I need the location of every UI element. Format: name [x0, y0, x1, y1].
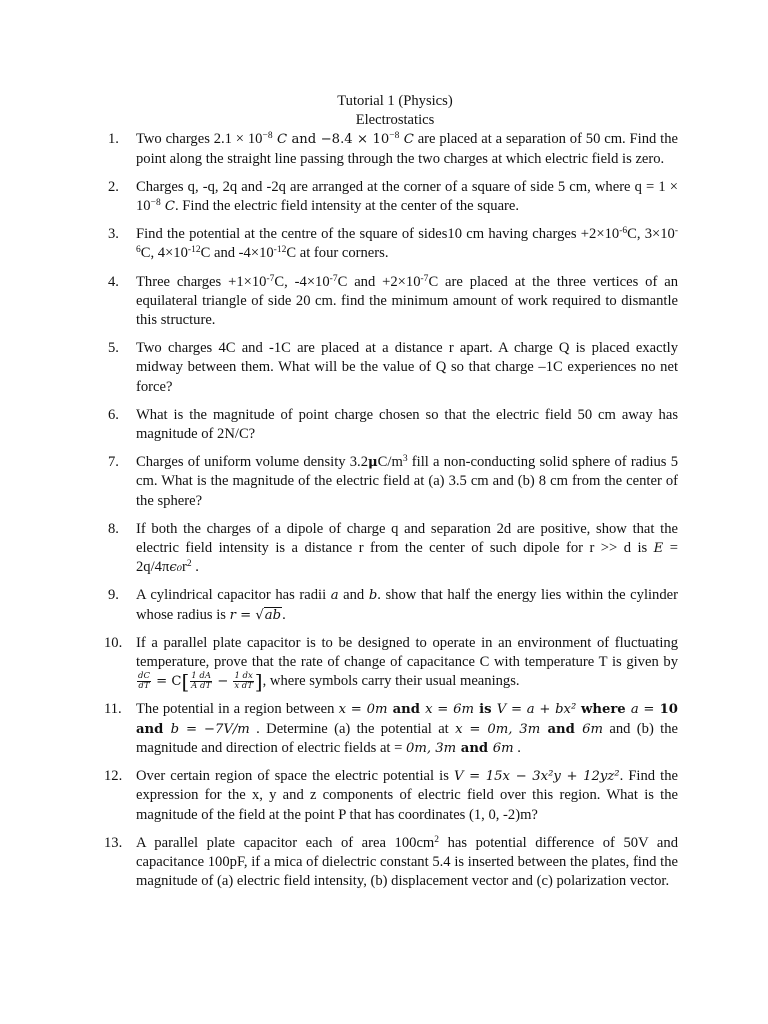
question-text: The potential in a region between x = 0m and x = 6m is V = a + bx² where a = 10 and b = −7V/m . Determine (a) the potential at x = 0m, 3m and 6m and (b) the magnitude and direction of electric fields at = 0m, 3m and 6m . — [136, 701, 678, 756]
question-text: Two charges $2.1 \times 10^{-8}$ C and $-8.4 \times 10^{-8}$ C are placed at a separation of 50 cm. Find the point along the straight line passing through the two charges at which electric field is zero. — [136, 131, 678, 167]
question-text: A parallel plate capacitor each of area $100cm^2$ has potential difference of 50V and capacitance 100pF, if a mica of dielectric constant 5.4 is inserted between the plates, find the magnitude of (a) electric field intensity, (b) displacement vector and (c) polarization vector. — [136, 834, 678, 890]
question-number: 11. — [104, 701, 122, 718]
question-number: 13. — [104, 834, 123, 851]
question-text: Three charges $+1\times 10^{-7}C$, $-4\times 10^{-7}C$ and $+2\times 10^{-7}C$ are placed at the three vertices of an equilateral triangle of side 20 cm. find the minimum amount of work required to dismantle this structure. — [136, 273, 679, 329]
question-number: 2. — [108, 178, 119, 195]
question-number: 1. — [108, 131, 119, 148]
question-9 — [108, 586, 678, 624]
question-5 — [108, 339, 678, 397]
question-13 — [104, 834, 678, 892]
tutorial-title: Tutorial 1 (Physics) — [337, 93, 453, 109]
question-1 — [108, 130, 678, 168]
tutorial-subtitle: Electrostatics — [355, 112, 435, 129]
fraction-dx-dt: $\frac{1 dx}{\text{x dT}}$ — [234, 671, 253, 692]
question-text: Charges of uniform volume density $3.2\mu C/m^3$ fill a non-conducting solid sphere of radius 5 cm. What is the magnitude of the electric field at (a) 3.5 cm and (b) 8 cm from the center of the sphere? — [136, 454, 679, 509]
question-2 — [108, 178, 678, 216]
question-4 — [108, 273, 678, 331]
fraction-da-dt: $\frac{1 dA}{\text{A dT}}$ — [191, 671, 212, 692]
question-text: Charges q, -q, 2q and -2q are arranged at the corner of a square of side 5 cm, where $q = 1 \times 10^{-8}$ C. Find the electric field intensity at the center of the square. — [136, 178, 678, 215]
question-8 — [108, 520, 678, 578]
question-11 — [104, 700, 678, 758]
question-number: 5. — [108, 340, 119, 357]
question-text: What is the magnitude of point charge chosen so that the electric field 50 cm away has magnitude of 2N/C? — [136, 406, 678, 443]
question-number: 4. — [108, 273, 119, 290]
question-12 — [104, 767, 678, 825]
question-number: 8. — [108, 520, 119, 537]
question-text: A cylindrical capacitor has radii a and b. show that half the energy lies within the cylinder whose radius is r = √ab. — [136, 587, 678, 623]
question-10 — [104, 634, 678, 694]
question-number: 7. — [108, 454, 119, 471]
question-number: 9. — [108, 587, 119, 604]
question-text: If a parallel plate capacitor is to be designed to operate in an environment of fluctuating temperature, prove that the rate of change of capacitance C with temperature T is given by $\frac{dC}{dT}$ = C[ $\frac{1 dA}{\text{A dT}}$ − $\frac{1 dx}{\text{x dT}}$ ], where symbols carry their usual meanings. — [136, 634, 678, 694]
fraction-dc-dt: $\frac{dC}{dT}$ — [138, 671, 150, 692]
question-text: Find the potential at the centre of the square of sides10 cm having charges $+2\times 10^{-6}C$, $3\times 10^{-6}C$, $4\times 10^{-12}C$ and $-4\times 10^{-12}C$ at four corners. — [136, 226, 679, 262]
question-number: 10. — [104, 634, 123, 651]
question-number: 6. — [108, 406, 119, 423]
question-text: Over certain region of space the electric potential is V = 15x − 3x²y + 12yz². Find the expression for the x, y and z components of electric field over this region. What is the magnitude of the field at the point P that has coordinates (1, 0, -2)m? — [136, 768, 678, 823]
question-number: 3. — [108, 226, 119, 243]
question-3 — [108, 225, 678, 263]
question-6 — [108, 406, 678, 444]
question-number: 12. — [104, 768, 123, 785]
question-text: Two charges 4C and -1C are placed at a distance r apart. A charge Q is placed exactly midway between them. What will be the value of Q so that charge –1C experiences no net force? — [136, 340, 678, 395]
question-text: If both the charges of a dipole of charge q and separation 2d are positive, show that the electric field intensity is a distance r from the center of such dipole for r >> d is $E = 2q/4\pi\epsilon_0r^2$ . — [136, 520, 679, 576]
question-7 — [108, 453, 678, 511]
